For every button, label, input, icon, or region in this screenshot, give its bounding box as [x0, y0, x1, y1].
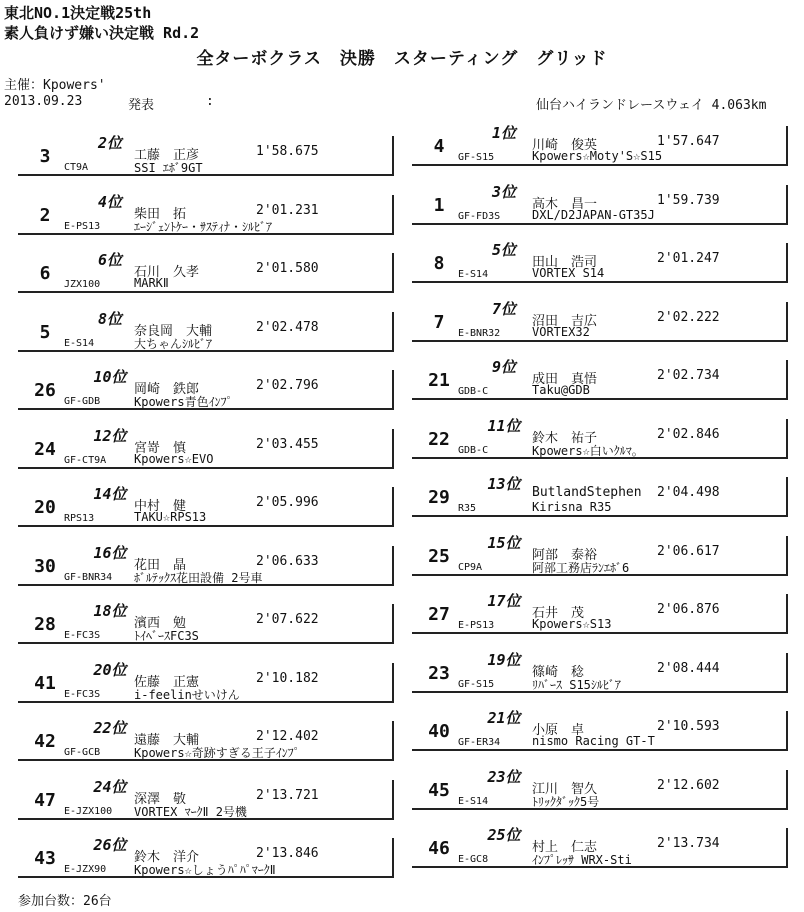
qualifying-position: 15位	[487, 533, 521, 552]
driver-name: 田山 浩司	[532, 255, 598, 270]
car-number: 42	[34, 731, 56, 752]
car-number: 8	[433, 253, 445, 274]
car-class: GF-ER34	[458, 737, 501, 748]
car-number: 20	[34, 497, 56, 518]
lap-time: 2'02.734	[657, 368, 720, 383]
qualifying-position: 20位	[93, 660, 127, 679]
lap-time: 2'06.633	[256, 553, 319, 569]
grid-slot-left	[18, 660, 394, 703]
driver-name: 村上 仁志	[532, 840, 598, 855]
car-number: 7	[433, 311, 445, 333]
grid-slot-left	[18, 487, 394, 527]
car-class: E-BNR32	[458, 327, 501, 339]
grid-slot-left	[18, 136, 394, 176]
driver-name: 篠崎 稔	[532, 664, 585, 680]
machine-name: SSI ｴﾎﾞ9GT	[134, 161, 203, 175]
lap-time: 2'10.593	[657, 719, 720, 734]
driver-name: 中村 健	[134, 499, 187, 514]
grid-slot-left	[18, 543, 394, 586]
lap-time: 1'58.675	[256, 144, 319, 159]
driver-name: 工藤 正彦	[134, 148, 200, 163]
lap-time: 2'02.846	[657, 426, 720, 442]
qualifying-position: 26位	[93, 836, 127, 854]
grid-slot-left	[18, 426, 394, 469]
qualifying-position: 24位	[93, 777, 127, 796]
lap-time: 2'04.498	[657, 485, 720, 500]
car-number: 29	[428, 487, 450, 508]
grid-slot-right	[412, 126, 788, 166]
car-class: RPS13	[64, 513, 95, 524]
car-class: E-PS13	[458, 620, 495, 631]
grid-slot-left	[18, 309, 394, 352]
car-class: JZX100	[64, 279, 101, 290]
car-class: E-GC8	[458, 854, 489, 865]
lap-time: 2'02.222	[657, 309, 720, 325]
car-class: E-FC3S	[64, 630, 101, 641]
car-number: 43	[34, 848, 56, 869]
grid-slot-right	[412, 243, 788, 283]
driver-name: 石川 久孝	[134, 265, 200, 280]
car-number: 2	[39, 204, 51, 226]
lap-time: 2'12.402	[256, 729, 319, 744]
qualifying-position: 23位	[487, 767, 521, 786]
grid-slot-right	[412, 182, 788, 225]
car-number: 5	[39, 321, 51, 343]
machine-name: TAKU☆RPS13	[134, 510, 207, 524]
car-number: 46	[428, 838, 450, 859]
qualifying-position: 22位	[93, 719, 127, 737]
lap-time: 1'57.647	[657, 134, 720, 149]
lap-time: 2'01.580	[256, 261, 319, 276]
driver-name: 江川 智久	[532, 781, 598, 797]
qualifying-position: 16位	[93, 543, 127, 562]
lap-time: 2'12.602	[657, 777, 720, 793]
car-class: GDB-C	[458, 386, 489, 397]
car-class: E-JZX100	[64, 805, 113, 817]
car-class: CT9A	[64, 162, 89, 173]
car-class: GF-CT9A	[64, 454, 107, 466]
page-title: 全ターボクラス 決勝 スターティング グリッド	[196, 49, 608, 69]
car-number: 21	[428, 370, 450, 391]
lap-time: 2'05.996	[256, 495, 319, 510]
driver-name: 石井 茂	[532, 606, 585, 621]
lap-time: 2'03.455	[256, 436, 319, 452]
car-class: GF-FD3S	[458, 210, 501, 222]
grid-slot-left	[18, 604, 394, 644]
car-class: GF-BNR34	[64, 571, 113, 583]
machine-name: ﾎﾞﾙﾃｯｸｽ花田設備 2号車	[134, 570, 263, 585]
grid-slot-right	[412, 360, 788, 400]
qualifying-position: 17位	[487, 592, 521, 610]
machine-name: nismo Racing GT-T	[532, 734, 655, 748]
qualifying-position: 18位	[93, 602, 127, 620]
driver-name: 鈴木 洋介	[134, 850, 200, 865]
machine-name: Kirisna R35	[532, 500, 612, 514]
qualifying-position: 7位	[491, 299, 517, 318]
event-title: 東北NO.1決定戦25th	[4, 4, 152, 22]
announce-colon: :	[206, 94, 214, 109]
lap-time: 2'07.622	[256, 612, 319, 627]
lap-time: 2'13.734	[657, 836, 720, 851]
car-class: CP9A	[458, 561, 483, 573]
machine-name: MARKⅡ	[134, 276, 169, 290]
car-class: E-S14	[458, 269, 489, 280]
machine-name: VORTEX S14	[532, 266, 605, 280]
car-class: GF-S15	[458, 152, 495, 163]
car-number: 45	[428, 779, 450, 801]
machine-name: VORTEX32	[532, 324, 590, 339]
car-class: R35	[458, 503, 477, 514]
qualifying-position: 4位	[97, 192, 123, 211]
machine-name: Kpowers☆S13	[532, 617, 612, 631]
lap-time: 2'06.617	[657, 543, 720, 559]
car-class: E-S14	[64, 337, 95, 349]
car-number: 22	[428, 428, 450, 450]
driver-name: 柴田 拓	[134, 206, 187, 222]
car-number: 27	[428, 604, 450, 625]
car-class: E-S14	[458, 795, 489, 807]
grid-slot-left	[18, 721, 394, 761]
qualifying-position: 6位	[97, 251, 123, 269]
qualifying-position: 8位	[97, 309, 123, 328]
driver-name: 濱西 勉	[134, 616, 187, 631]
machine-name: Kpowers☆EVO	[134, 451, 214, 466]
car-number: 30	[34, 555, 56, 577]
car-number: 23	[428, 662, 450, 684]
lap-time: 2'01.231	[256, 202, 319, 218]
machine-name: ﾄｲﾍﾞｰｽFC3S	[134, 629, 199, 643]
driver-name: 遠藤 大輔	[134, 733, 200, 748]
qualifying-position: 1位	[491, 124, 517, 142]
machine-name: ｲﾝﾌﾟﾚｯｻ WRX-Sti	[532, 853, 632, 867]
grid-slot-right	[412, 711, 788, 751]
machine-name: VORTEX ﾏｰｸⅡ 2号機	[134, 804, 247, 819]
car-number: 4	[433, 136, 445, 157]
grid-slot-right	[412, 477, 788, 517]
machine-name: DXL/D2JAPAN-GT35J	[532, 207, 655, 222]
qualifying-position: 2位	[97, 134, 123, 152]
driver-name: 宮嵜 慎	[134, 440, 187, 456]
driver-name: ButlandStephen	[532, 485, 642, 500]
car-class: E-JZX90	[64, 864, 107, 875]
qualifying-position: 21位	[487, 709, 521, 727]
qualifying-position: 10位	[93, 368, 127, 386]
grid-slot-right	[412, 828, 788, 868]
lap-time: 2'13.846	[256, 846, 319, 861]
machine-name: ﾘﾊﾞｰｽ S15ｼﾙﾋﾞｱ	[532, 677, 621, 692]
machine-name: 大ちゃんｼﾙﾋﾞｱ	[134, 336, 213, 351]
car-class: GF-GCB	[64, 747, 101, 758]
organizer: 主催：Kpowers'	[4, 78, 106, 93]
grid-slot-left	[18, 192, 394, 235]
driver-name: 佐藤 正憲	[134, 674, 200, 690]
lap-time: 2'02.796	[256, 378, 319, 393]
date: 2013.09.23	[4, 94, 83, 109]
grid-slot-right	[412, 650, 788, 693]
driver-name: 奈良岡 大輔	[134, 323, 213, 339]
qualifying-position: 25位	[487, 826, 521, 844]
driver-name: 小原 卓	[532, 723, 585, 738]
announce-label: 発表	[128, 98, 155, 113]
driver-name: 高木 昌一	[532, 196, 598, 212]
car-class: E-PS13	[64, 220, 101, 232]
qualifying-position: 9位	[491, 358, 517, 376]
driver-name: 鈴木 祐子	[532, 430, 598, 446]
driver-name: 川崎 俊英	[532, 138, 598, 153]
machine-name: Kpowers☆しょうﾊﾟﾊﾟﾏｰｸⅡ	[134, 863, 276, 877]
machine-name: Kpowers☆Moty'S☆S15	[532, 149, 663, 163]
qualifying-position: 19位	[487, 650, 521, 669]
car-number: 3	[39, 146, 51, 167]
grid-slot-right	[412, 767, 788, 810]
lap-time: 2'10.182	[256, 670, 319, 686]
car-class: GDB-C	[458, 444, 489, 456]
car-number: 26	[34, 380, 56, 401]
qualifying-position: 3位	[491, 182, 517, 201]
car-number: 24	[34, 438, 56, 460]
qualifying-position: 12位	[93, 426, 127, 445]
car-class: E-FC3S	[64, 688, 101, 700]
qualifying-position: 11位	[487, 416, 521, 435]
grid-slot-right	[412, 594, 788, 634]
machine-name: Kpowers☆白いｸﾙﾏ。	[532, 443, 644, 458]
car-class: GF-S15	[458, 678, 495, 690]
grid-slot-right	[412, 533, 788, 576]
lap-time: 1'59.739	[657, 192, 720, 208]
grid-slot-left	[18, 253, 394, 293]
car-number: 47	[34, 789, 56, 811]
machine-name: ﾄﾘｯｸﾀﾞｯｸ5号	[532, 794, 600, 809]
car-number: 25	[428, 545, 450, 567]
driver-name: 沼田 吉広	[532, 313, 598, 329]
car-number: 41	[34, 672, 56, 694]
machine-name: Kpowers青色ｲﾝﾌﾟ	[134, 395, 233, 409]
grid-slot-left	[18, 838, 394, 878]
car-number: 6	[39, 263, 51, 284]
car-class: GF-GDB	[64, 396, 101, 407]
event-subtitle: 素人負けず嫌い決定戦 Rd.2	[4, 24, 200, 42]
grid-slot-left	[18, 370, 394, 410]
driver-name: 花田 晶	[134, 557, 187, 573]
grid-slot-left	[18, 777, 394, 820]
qualifying-position: 14位	[93, 485, 127, 503]
machine-name: Taku@GDB	[532, 383, 590, 397]
participant-count: 参加台数：26台	[18, 894, 112, 909]
driver-name: 岡崎 鉄郎	[134, 382, 200, 397]
driver-name: 阿部 泰裕	[532, 547, 598, 563]
car-number: 1	[433, 194, 445, 216]
car-number: 28	[34, 614, 56, 635]
lap-time: 2'13.721	[256, 787, 319, 803]
car-number: 40	[428, 721, 450, 742]
lap-time: 2'08.444	[657, 660, 720, 676]
driver-name: 深澤 敬	[134, 791, 187, 807]
driver-name: 成田 真悟	[532, 372, 598, 387]
machine-name: Kpowers☆奇跡すぎる王子ｲﾝﾌﾟ	[134, 746, 300, 760]
machine-name: 阿部工務店ﾗﾝｴﾎﾞ6	[532, 560, 630, 575]
qualifying-position: 13位	[487, 475, 521, 493]
machine-name: i-feelinせいけん	[134, 687, 240, 702]
lap-time: 2'06.876	[657, 602, 720, 617]
lap-time: 2'01.247	[657, 251, 720, 266]
lap-time: 2'02.478	[256, 319, 319, 335]
venue: 仙台ハイランドレースウェイ 4.063km	[536, 98, 767, 113]
qualifying-position: 5位	[491, 241, 517, 259]
grid-slot-right	[412, 299, 788, 342]
machine-name: ｴｰｼﾞｪﾝﾄｹｰ・ｻｽﾃｨﾅ・ｼﾙﾋﾞｱ	[134, 219, 273, 234]
grid-slot-right	[412, 416, 788, 459]
